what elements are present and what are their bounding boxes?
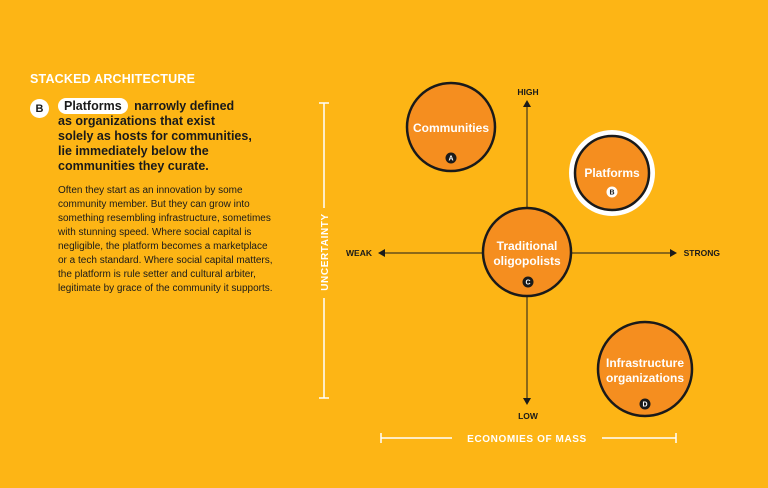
node-traditional-oligopolists — [483, 208, 571, 296]
highlight-pill: Platforms — [58, 98, 128, 114]
infrastructure-badge: D — [642, 401, 648, 409]
body-line-5: negligible, the platform becomes a marketplace — [58, 241, 268, 252]
communities-badge: A — [448, 155, 454, 163]
traditional-badge: C — [525, 279, 531, 287]
section-title: STACKED ARCHITECTURE — [30, 72, 196, 86]
traditional-line-2: oligopolists — [493, 254, 561, 268]
node-communities — [407, 83, 495, 171]
weak-label: WEAK — [346, 248, 372, 258]
body-line-8: legitimate by grace of the community it supports. — [58, 283, 273, 294]
x-axis-title: ECONOMIES OF MASS — [467, 434, 587, 445]
platforms-badge: B — [609, 189, 615, 197]
lead-line-1: narrowly defined — [134, 99, 235, 113]
y-axis-title: UNCERTAINTY — [320, 213, 331, 291]
lead-line-5: communities they curate. — [58, 159, 209, 173]
body-line-4: with stunning speed. Where social capital is — [58, 227, 252, 238]
infrastructure-line-1: Infrastructure — [605, 356, 685, 370]
body-line-6: or a tech standard. Where social capital matters, — [58, 255, 273, 266]
body-line-2: community member. But they can grow into — [58, 199, 250, 210]
uncertainty-bracket — [319, 103, 331, 398]
node-platforms — [569, 130, 655, 216]
traditional-line-1: Traditional — [496, 239, 558, 253]
lead-line-4: lie immediately below the — [58, 144, 209, 158]
economies-bracket — [381, 433, 676, 445]
node-infrastructure-organizations — [598, 322, 692, 416]
communities-label: Communities — [412, 121, 490, 135]
lead-line-2: as organizations that exist — [58, 114, 215, 128]
platforms-label: Platforms — [584, 166, 640, 180]
lead-line-3: solely as hosts for communities, — [58, 129, 252, 143]
body-line-3: something resembling infrastructure, sometimes — [58, 213, 271, 224]
low-label: LOW — [518, 411, 538, 421]
body-line-1: Often they start as an innovation by some — [58, 185, 243, 196]
infrastructure-line-2: organizations — [605, 371, 685, 385]
strong-label: STRONG — [683, 248, 720, 258]
body-line-7: the platform is rule setter and cultural arbiter, — [58, 269, 256, 280]
high-label: HIGH — [517, 87, 539, 97]
letter-badge: B — [30, 99, 49, 118]
